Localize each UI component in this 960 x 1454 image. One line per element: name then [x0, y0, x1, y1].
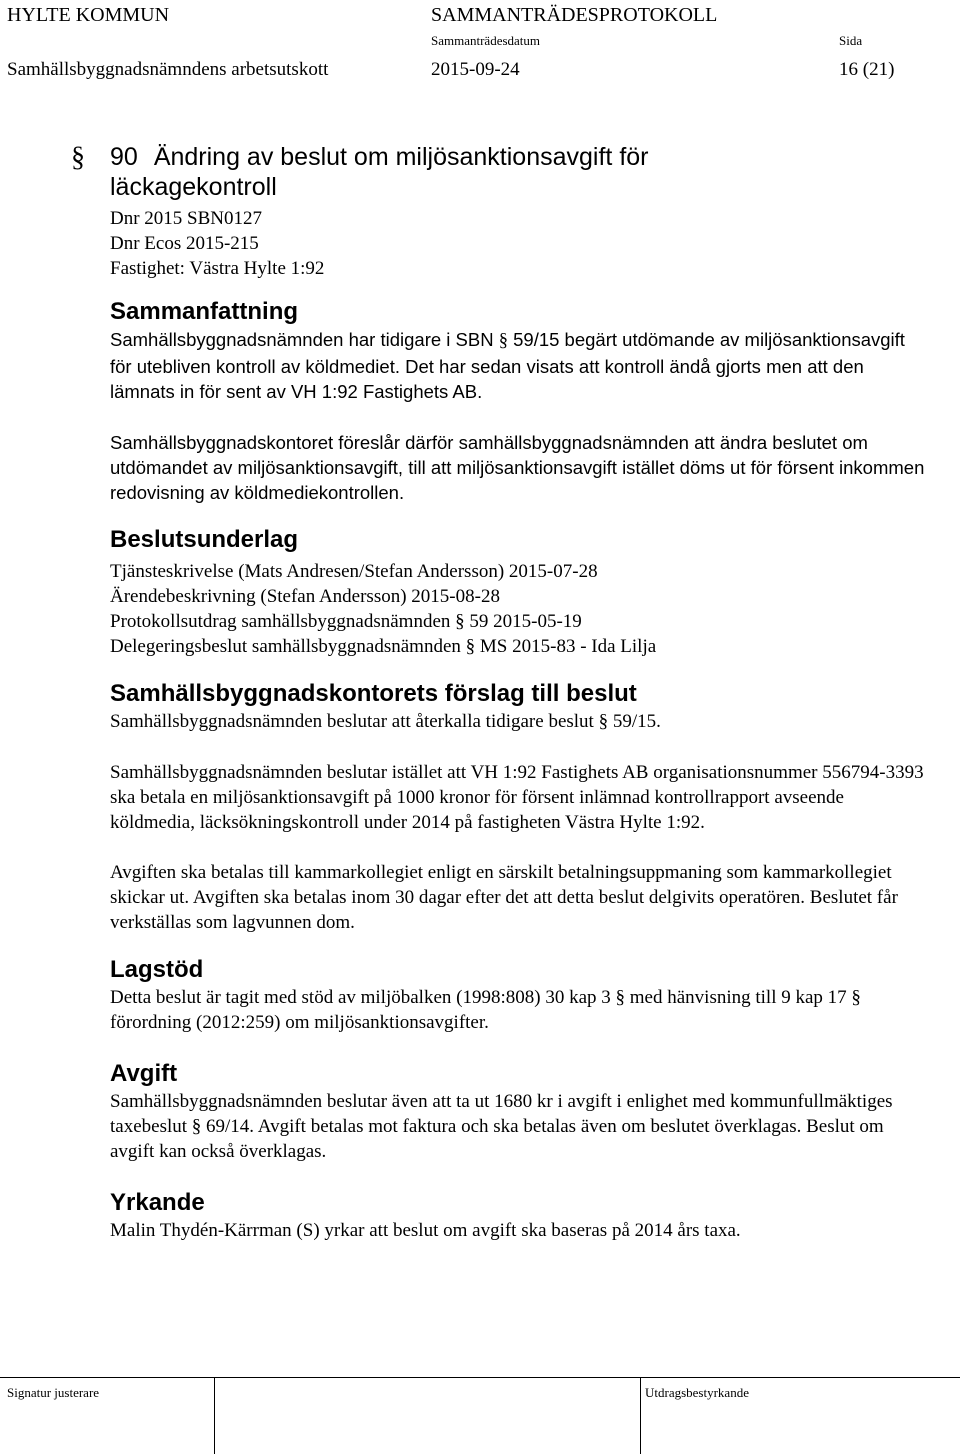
- section-number: 90: [110, 143, 138, 171]
- heading-yrkande: Yrkande: [110, 1189, 205, 1216]
- heading-forslag: Samhällsbyggnadskontorets förslag till beslut: [110, 680, 637, 707]
- footer-column-divider: [214, 1377, 215, 1454]
- page-number: 16 (21): [839, 59, 895, 80]
- meeting-date: 2015-09-24: [431, 59, 520, 80]
- case-meta: [110, 206, 930, 281]
- footer-column-divider: [640, 1377, 641, 1454]
- basis-item: Tjänsteskrivelse (Mats Andresen/Stefan Andersson) 2015-07-28: [110, 561, 598, 582]
- sammanfattning-p2: Samhällsbyggnadskontoret föreslår därför samhällsbyggnadsnämnden att ändra beslutet om utdömandet av miljösanktionsavgift, till att miljösanktionsavgift istället döms ut för försent inkommen redovisning av köldmediekontrollen.: [110, 432, 925, 503]
- forslag-p3: Avgiften ska betalas till kammarkollegiet enligt en särskilt betalningsuppmaning som kammarkollegiet skickar ut. Avgiften ska betalas inom 30 dagar efter det att detta beslut delgivits operatören. Beslutet får verkställas som lagvunnen dom.: [110, 862, 898, 933]
- extract-label: Utdragsbestyrkande: [645, 1385, 749, 1400]
- section-title: [57, 142, 930, 202]
- section-symbol: §: [71, 142, 85, 173]
- dnr: Dnr 2015 SBN0127: [110, 208, 263, 229]
- dnr-ecos: Dnr Ecos 2015-215: [110, 233, 259, 254]
- heading-lagstod: Lagstöd: [110, 956, 204, 983]
- lagstod-p: Detta beslut är tagit med stöd av miljöbalken (1998:808) 30 kap 3 § med hänvisning till 9 kap 17 § förordning (2012:259) om miljösanktionsavgifter.: [110, 987, 861, 1033]
- document-type: SAMMANTRÄDESPROTOKOLL: [431, 4, 718, 26]
- section-title-line1: 90 Ändring av beslut om miljösanktionsavgift för: [110, 143, 649, 171]
- signature-label: Signatur justerare: [7, 1385, 100, 1400]
- forslag-p1: Samhällsbyggnadsnämnden beslutar att återkalla tidigare beslut § 59/15.: [110, 711, 661, 732]
- heading-sammanfattning: Sammanfattning: [110, 298, 299, 325]
- basis-item: Protokollsutdrag samhällsbyggnadsnämnden § 59 2015-05-19: [110, 611, 582, 632]
- document-body: [71, 142, 930, 1243]
- footer-divider: [0, 1377, 960, 1378]
- sammanfattning-p1: Samhällsbyggnadsnämnden har tidigare i SBN § 59/15 begärt utdömande av miljösanktionsavgift för utebliven kontroll av köldmediet. Det har sedan visats att kontroll ändå gjorts men att den lämnats in för sent av VH 1:92 Fastighets AB.: [110, 329, 905, 402]
- municipality-name: HYLTE KOMMUN: [7, 4, 170, 26]
- forslag-p2: Samhällsbyggnadsnämnden beslutar istället att VH 1:92 Fastighets AB organisationsnummer 556794-3393 ska betala en miljösanktionsavgift på 1000 kronor för försent inlämnad kontrollrapport avseende köldmedia, läcksökningskontroll under 2014 på fastigheten Västra Hylte 1:92.: [110, 762, 924, 833]
- page-label: Sida: [839, 33, 863, 48]
- heading-beslutsunderlag: Beslutsunderlag: [110, 526, 299, 553]
- section-title-line2: läckagekontroll: [110, 173, 277, 201]
- property: Fastighet: Västra Hylte 1:92: [110, 258, 325, 279]
- avgift-p: Samhällsbyggnadsnämnden beslutar även att ta ut 1680 kr i avgift i enlighet med kommunfullmäktiges taxebeslut § 69/14. Avgift betalas mot faktura och ska betalas även om beslutet överklagas. Beslut om avgift kan också överklagas.: [110, 1091, 893, 1162]
- heading-avgift: Avgift: [110, 1060, 178, 1087]
- basis-item: Ärendebeskrivning (Stefan Andersson) 2015-08-28: [110, 586, 500, 607]
- yrkande-p: Malin Thydén-Kärrman (S) yrkar att beslut om avgift ska baseras på 2014 års taxa.: [110, 1220, 741, 1241]
- basis-item: Delegeringsbeslut samhällsbyggnadsnämnden § MS 2015-83 - Ida Lilja: [110, 636, 657, 657]
- committee-name: Samhällsbyggnadsnämndens arbetsutskott: [7, 59, 329, 80]
- date-label: Sammanträdesdatum: [431, 33, 541, 48]
